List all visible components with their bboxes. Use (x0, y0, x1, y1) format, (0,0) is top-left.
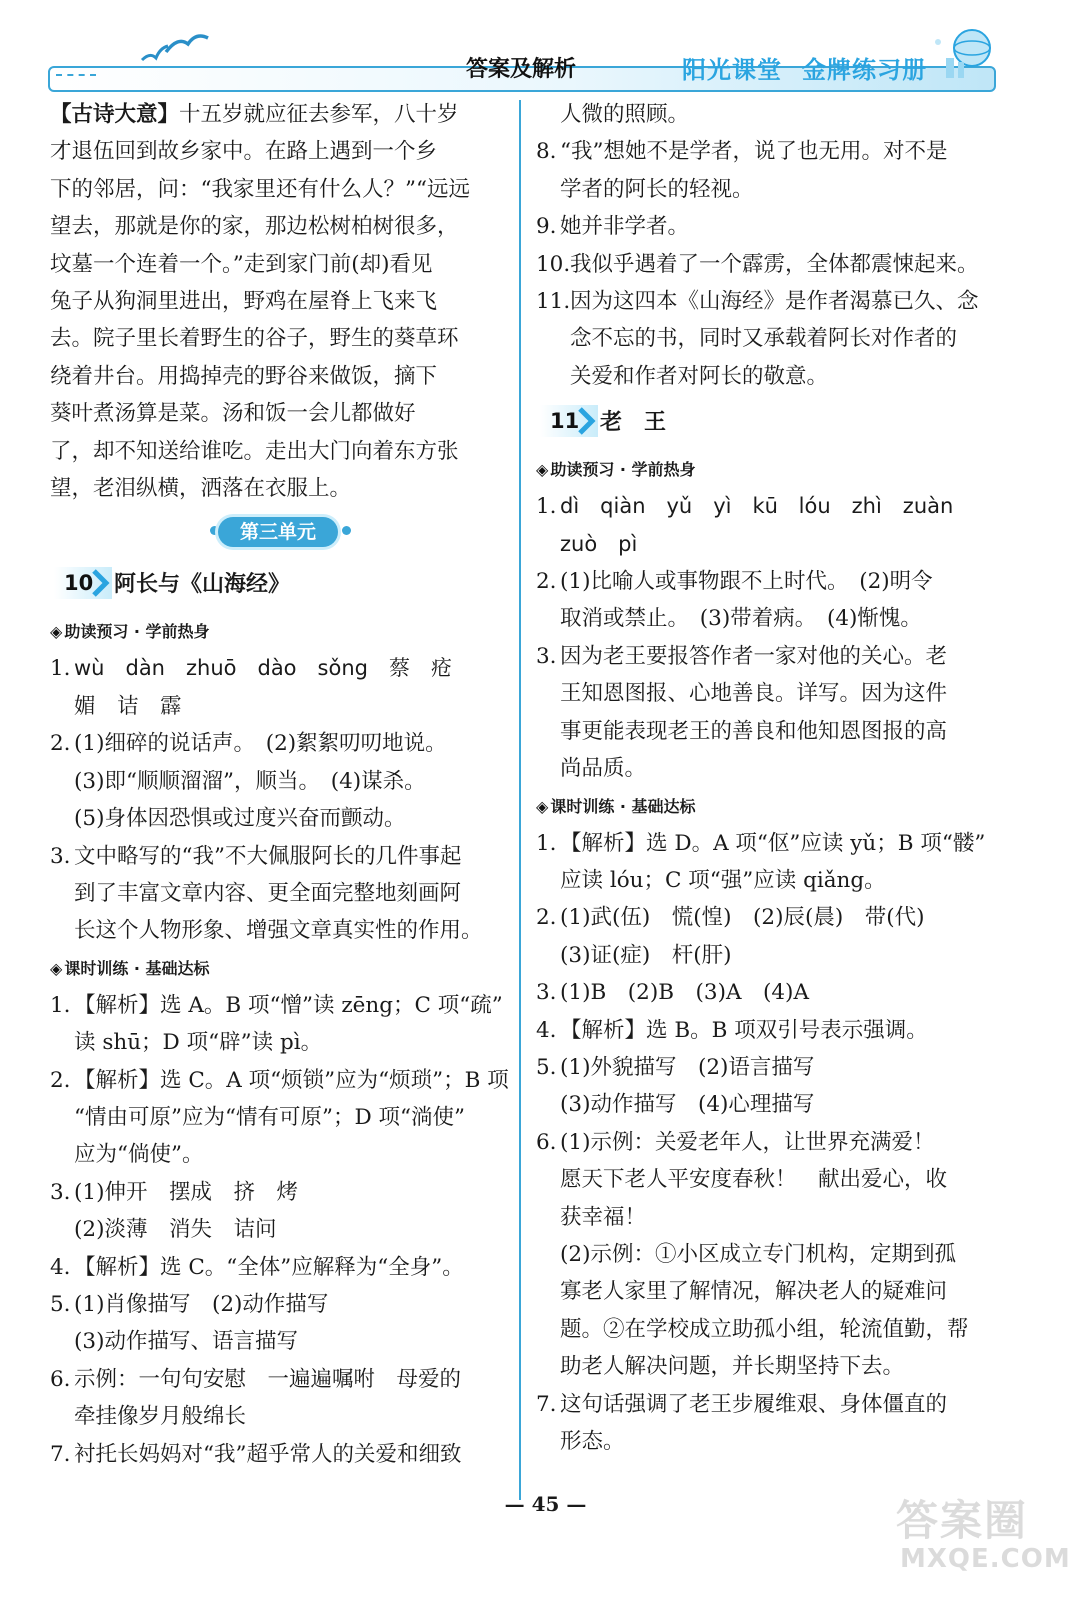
poem-label: 【古诗大意】 (50, 102, 180, 127)
answer-line: 学者的阿长的轻视。 (560, 176, 754, 202)
item-number: 4. (536, 1017, 557, 1043)
item-number: 2. (50, 731, 71, 757)
answer-item (50, 1436, 512, 1473)
answer-line: 【解析】选 A。B 项“憎”读 zēng；C 项“疏” (74, 992, 503, 1018)
poem-line: 望去，那就是你的家，那边松树柏树很多， (50, 214, 459, 240)
item-number: 6. (536, 1129, 557, 1155)
section-heading (50, 613, 512, 650)
answer-line: dì qiàn yǔ yì kū lóu zhì zuàn (560, 494, 954, 519)
answer-item (536, 825, 996, 900)
item-number: 3. (50, 843, 71, 869)
item-number: 1. (536, 830, 557, 856)
chevron-right-icon (90, 569, 110, 597)
answer-line: 【解析】选 C。A 项“烦锁”应为“烦琐”；B 项 (74, 1067, 509, 1093)
answer-line: (1)比喻人或事物跟不上时代。 (2)明令 (560, 569, 933, 595)
header-title: 答案及解析 (466, 57, 577, 82)
answer-line: (3)即“顺顺溜溜”，顺当。 (4)谋杀。 (74, 768, 426, 794)
section-title: 助读预习 · 学前热身 (550, 460, 696, 480)
answer-item (536, 246, 996, 283)
item-number: 1. (50, 992, 71, 1018)
poem-line: 下的邻居，问：“我家里还有什么人？”“远远 (50, 176, 470, 202)
answer-item (50, 1062, 512, 1174)
answer-line: (1)伸开 摆成 挤 烤 (74, 1179, 298, 1205)
watermark-logo (896, 1488, 1076, 1588)
unit-label: 第三单元 (218, 517, 338, 547)
column-divider (519, 100, 521, 1500)
answer-line: 牵挂像岁月般绵长 (74, 1404, 247, 1430)
answer-line: 关爱和作者对阿长的敬意。 (570, 363, 829, 389)
answer-line: 衬托长妈妈对“我”超乎常人的关爱和细致 (74, 1441, 462, 1467)
answer-item (50, 987, 512, 1062)
lesson-heading (536, 401, 996, 443)
item-number: 5. (536, 1054, 557, 1080)
answer-line: 她并非学者。 (560, 214, 690, 240)
answer-item (536, 208, 996, 245)
answer-line: 因为这四本《山海经》是作者渴慕已久、念 (570, 289, 979, 315)
poem-line: 绕着井台。用捣掉壳的野谷来做饭，摘下 (50, 363, 438, 389)
page-header (48, 22, 996, 94)
unit-banner (50, 513, 512, 555)
watermark-url: MXQE.COM (900, 1544, 1071, 1574)
answer-item (50, 650, 512, 725)
answer-line: 题。②在学校成立助孤小组，轮流值勤，帮 (560, 1316, 969, 1342)
answer-line: 【解析】选 B。B 项双引号表示强调。 (560, 1017, 928, 1043)
item-number: 9. (536, 214, 557, 240)
watermark-text: 答案圈 (896, 1496, 1029, 1545)
answer-line: 获幸福！ (560, 1204, 647, 1230)
item-number: 2. (50, 1067, 71, 1093)
lesson-title: 阿长与《山海经》 (114, 571, 291, 598)
answer-line: 示例：一句句安慰 一遍遍嘱咐 母爱的 (74, 1366, 462, 1392)
answer-line: 愿天下老人平安度春秋！ 献出爱心，收 (560, 1167, 948, 1193)
answer-line: 长这个人物形象、增强文章真实性的作用。 (74, 918, 483, 944)
answer-line: 王知恩图报、心地善良。详写。因为这件 (560, 681, 948, 707)
diamond-icon: ◈ (536, 460, 549, 480)
diamond-icon: ◈ (50, 958, 63, 978)
lesson-heading (50, 563, 512, 605)
answer-item (536, 1386, 996, 1461)
answer-item (536, 899, 996, 974)
item-number: 3. (50, 1179, 71, 1205)
answer-line: 这句话强调了老王步履维艰、身体僵直的 (560, 1391, 948, 1417)
poem-meaning (50, 96, 512, 507)
item-number: 8. (536, 139, 557, 165)
left-column (50, 96, 512, 1473)
item-number: 7. (50, 1441, 71, 1467)
answer-line: 助老人解决问题，并长期坚持下去。 (560, 1354, 905, 1380)
answer-line: (1)示例：关爱老年人，让世界充满爱！ (560, 1129, 935, 1155)
answer-line: (1)外貌描写 (2)语言描写 (560, 1054, 815, 1080)
answer-line: (1)细碎的说话声。 (2)絮絮叨叨地说。 (74, 731, 447, 757)
answer-item (536, 133, 996, 208)
poem-line: 望，老泪纵横，洒落在衣服上。 (50, 476, 352, 502)
poem-line: 了，却不知送给谁吃。走出大门向着东方张 (50, 438, 459, 464)
globe-icon (928, 22, 1008, 86)
answer-line: 媚 诘 霹 (74, 693, 182, 719)
poem-line: 去。院子里长着野生的谷子，野生的葵草环 (50, 326, 459, 352)
poem-line: 坟墓一个连着一个。”走到家门前(却)看见 (50, 251, 433, 277)
brand-sunshine: 阳光课堂 (682, 56, 782, 84)
item-number: 2. (536, 569, 557, 595)
item-number: 7. (536, 1391, 557, 1417)
item-number: 3. (536, 643, 557, 669)
item-number: 1. (536, 494, 557, 520)
answer-line: (3)动作描写、语言描写 (74, 1329, 298, 1355)
answer-line: 事更能表现老王的善良和他知恩图报的高 (560, 718, 948, 744)
answer-item (536, 283, 996, 395)
answer-line: 念不忘的书，同时又承载着阿长对作者的 (570, 326, 958, 352)
answer-line: (1)武(伍) 慌(惶) (2)辰(晨) 带(代) (560, 905, 925, 931)
answer-line: (5)身体因恐惧或过度兴奋而颤动。 (74, 806, 406, 832)
answer-item (536, 1124, 996, 1386)
answer-line: 【解析】选 D。A 项“伛”应读 yǔ；B 项“髅” (560, 830, 986, 856)
answer-line: “我”想她不是学者，说了也无用。对不是 (560, 139, 948, 165)
answer-line: 我似乎遇着了一个霹雳，全体都震悚起来。 (570, 251, 979, 277)
item-number: 5. (50, 1291, 71, 1317)
poem-line: 葵叶煮汤算是菜。汤和饭一会儿都做好 (50, 401, 416, 427)
answer-line: (2)示例：①小区成立专门机构，定期到孤 (560, 1241, 956, 1267)
answer-line: 【解析】选 C。“全体”应解释为“全身”。 (74, 1254, 464, 1280)
answer-line: (1)肖像描写 (2)动作描写 (74, 1291, 329, 1317)
answer-line: wù dàn zhuō dào sǒng 蔡 疮 (74, 656, 452, 681)
lesson-number: 11 (540, 405, 598, 437)
answer-line: 到了丰富文章内容、更全面完整地刻画阿 (74, 880, 462, 906)
section-title: 课时训练 · 基础达标 (64, 958, 210, 978)
answer-item (536, 1012, 996, 1049)
answer-line: (3)动作描写 (4)心理描写 (560, 1092, 815, 1118)
section-heading (50, 950, 512, 987)
answer-item (536, 974, 996, 1011)
item-number: 3. (536, 980, 557, 1006)
answer-line: 寡老人家里了解情况，解决老人的疑难问 (560, 1279, 948, 1305)
item-number: 11. (536, 289, 571, 315)
answer-line: (3)证(症) 杆(肝) (560, 942, 732, 968)
item-number: 6. (50, 1366, 71, 1392)
item-number: 10. (536, 251, 571, 277)
right-column (536, 96, 996, 1460)
answer-line: 应为“倘使”。 (74, 1142, 204, 1168)
lesson-number: 10 (54, 567, 112, 599)
answer-line: 因为老王要报答作者一家对他的关心。老 (560, 643, 948, 669)
chevron-right-icon (576, 407, 596, 435)
section-heading (536, 788, 996, 825)
poem-line: 才退伍回到故乡家中。在路上遇到一个乡 (50, 139, 438, 165)
poem-line: 十五岁就应征去参军，八十岁 (179, 102, 459, 127)
brand-workbook: 金牌练习册 (802, 56, 927, 84)
answer-line: 取消或禁止。 (3)带着病。 (4)惭愧。 (560, 606, 922, 632)
answer-line: zuò pì (560, 531, 638, 556)
item-number: 2. (536, 905, 557, 931)
answer-item (50, 725, 512, 837)
poem-line: 兔子从狗洞里进出，野鸡在屋脊上飞来飞 (50, 289, 438, 315)
answer-item (536, 488, 996, 563)
answer-line: 读 shū；D 项“辟”读 pì。 (74, 1030, 323, 1056)
answer-line: “情由可原”应为“情有可原”；D 项“淌使” (74, 1104, 466, 1130)
continued-line: 人微的照顾。 (560, 102, 690, 127)
section-title: 助读预习 · 学前热身 (64, 622, 210, 642)
answer-item (50, 1361, 512, 1436)
item-number: 1. (50, 656, 71, 682)
answer-line: 形态。 (560, 1429, 625, 1454)
birds-icon (140, 30, 210, 70)
header-dash (56, 74, 96, 76)
answer-line: 文中略写的“我”不大佩服阿长的几件事起 (74, 843, 462, 869)
answer-item (536, 563, 996, 638)
page-number: — 45 — (504, 1492, 587, 1516)
answer-item (536, 1049, 996, 1124)
answer-item (50, 1174, 512, 1249)
answer-line: 尚品质。 (560, 756, 647, 782)
answer-line: 应读 lóu；C 项“强”应读 qiǎng。 (560, 867, 886, 893)
section-heading (536, 451, 996, 488)
answer-item (50, 1286, 512, 1361)
section-title: 课时训练 · 基础达标 (550, 796, 696, 816)
answer-item (536, 638, 996, 788)
header-brand (682, 50, 927, 85)
answer-line: (2)淡薄 消失 诘问 (74, 1217, 277, 1243)
lesson-title: 老 王 (600, 409, 667, 436)
diamond-icon: ◈ (50, 622, 63, 642)
diamond-icon: ◈ (536, 796, 549, 816)
dot-icon (342, 526, 351, 535)
answer-item (50, 838, 512, 950)
answer-item (50, 1249, 512, 1286)
answer-line: (1)B (2)B (3)A (4)A (560, 980, 809, 1006)
item-number: 4. (50, 1254, 71, 1280)
